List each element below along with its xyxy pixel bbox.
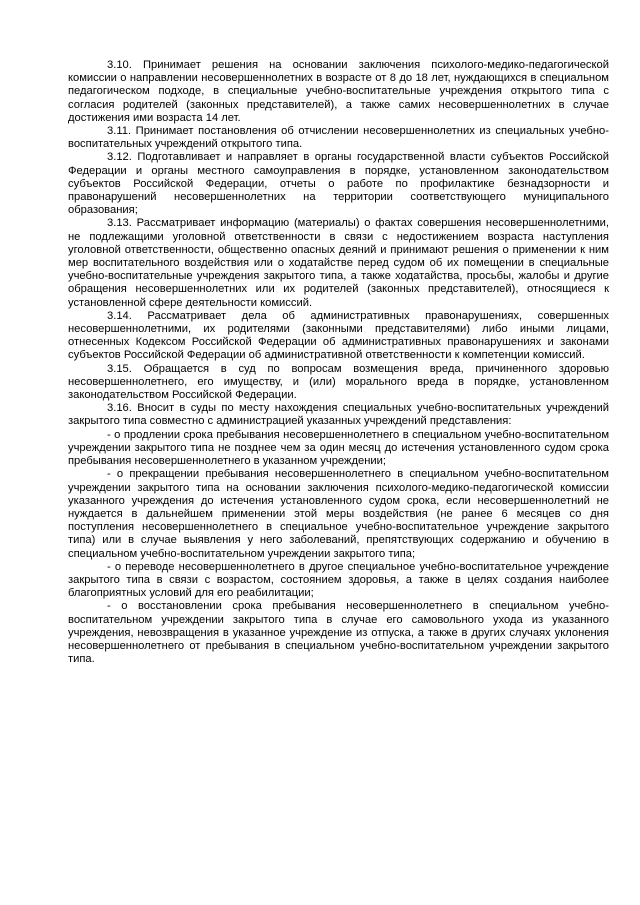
list-item-transfer bbox=[68, 561, 609, 601]
list-item-text: переводе несовершеннолетнего в другое специальное учебно-воспитательное учреждение закрытого типа в связи с возрастом, состоянием здоровья, а также в целях создания наиболее благоприятных условий для его реабилитации; bbox=[68, 560, 609, 600]
list-item-text: продлении срока пребывания несовершеннолетнего в специальном учебно-воспитательном учреждении закрытого типа не позднее чем за один месяц до истечения установленного судом срока пребывания несовершеннолетнего в указанном учреждении; bbox=[68, 428, 610, 468]
list-bullet: - о bbox=[107, 560, 122, 573]
list-bullet: - о bbox=[107, 468, 124, 481]
paragraph-number: 3.10. bbox=[107, 59, 132, 71]
list-bullet: - о bbox=[107, 428, 121, 441]
list-bullet: - о bbox=[107, 600, 128, 613]
paragraph-text: Вносит в суды по месту нахождения специальных учебно-воспитательных учреждений закрытого типа совместно с администрацией указанных учреждений представления: bbox=[68, 402, 609, 428]
paragraph-3-10 bbox=[68, 59, 609, 125]
paragraph-number: 3.13. bbox=[107, 217, 132, 230]
paragraph-3-14 bbox=[68, 310, 609, 363]
list-item-text: восстановлении срока пребывания несовершеннолетнего в специальном учебно-воспитательном учреждении закрытого типа в случае его самовольного ухода из указанного учреждения, невозвращения в указанное учреждение из отпуска, а также в других случаях уклонения несовершеннолетнего от пребывания в специальном учебно-воспитательном учреждении закрытого типа. bbox=[68, 600, 609, 666]
document-page bbox=[68, 59, 609, 666]
paragraph-3-11 bbox=[68, 125, 609, 151]
paragraph-text: Обращается в суд по вопросам возмещения вреда, причиненного здоровью несовершеннолетнего, его имуществу, и (или) морального вреда в порядке, установленном законодательством Российской Федерации. bbox=[68, 362, 610, 402]
paragraph-number: 3.12. bbox=[107, 151, 132, 164]
list-item-text: прекращении пребывания несовершеннолетнего в специальном учебно-воспитательном учреждении закрытого типа на основании заключения психолого-медико-педагогической комиссии указанного учреждения до истечения установленного судом срока, если несовершеннолетний не нуждается в дальнейшем применении этой меры воздействия (не ранее 6 месяцев со дня поступления несовершеннолетнего в специальное учебно-воспитательное учреждение закрытого типа) или в случае выявления у него заболеваний, препятствующих содержанию и обучению в специальном учебно-воспитательном учреждении закрытого типа; bbox=[68, 468, 610, 560]
paragraph-3-15 bbox=[68, 363, 609, 403]
paragraph-text: Подготавливает и направляет в органы государственной власти субъектов Российской Федерации и органы местного самоуправления в порядке, установленном законодательством субъектов Российской Федерации, отчеты о работе по профилактике безнадзорности и правонарушений несовершеннолетних на территории соответствующего муниципального образования; bbox=[68, 151, 609, 217]
paragraph-3-12 bbox=[68, 151, 609, 217]
paragraph-number: 3.16. bbox=[107, 402, 132, 415]
paragraph-3-16 bbox=[68, 402, 609, 428]
paragraph-number: 3.14. bbox=[107, 309, 132, 322]
paragraph-text: Рассматривает дела об административных правонарушениях, совершенных несовершеннолетними, их родителями (законными представителями) либо иными лицами, отнесенных Кодексом Российской Федерации об административных правонарушениях и законами субъектов Российской Федерации об административной ответственности к компетенции комиссий. bbox=[68, 309, 609, 362]
paragraph-number: 3.11. bbox=[107, 125, 132, 138]
list-item-restoration bbox=[68, 600, 609, 666]
paragraph-text: Принимает решения на основании заключения психолого-медико-педагогической комиссии о направлении несовершеннолетних в возрасте от 8 до 18 лет, нуждающихся в специальном педагогическом подходе, в специальные учебно-воспитательные учреждения открытого типа с согласия родителей (законных представителей), а также самих несовершеннолетних в случае достижения ими возраста 14 лет. bbox=[68, 59, 609, 124]
paragraph-number: 3.15. bbox=[107, 362, 132, 375]
paragraph-text: Рассматривает информацию (материалы) о фактах совершения несовершеннолетними, не подлежащими уголовной ответственности в связи с недостижением возраста наступления уголовной ответственности, общественно опасных деяний и принимают решения о применении к ним мер воспитательного воздействия или о ходатайстве перед судом об их помещении в специальные учебно-воспитательные учреждения закрытого типа, а также ходатайства, просьбы, жалобы и другие обращения несовершеннолетних или их родителей (законных представителей), относящиеся к установленной сфере деятельности комиссий. bbox=[68, 217, 609, 309]
paragraph-text: Принимает постановления об отчислении несовершеннолетних из специальных учебно-воспитательных учреждений открытого типа. bbox=[68, 125, 609, 151]
list-item-extension bbox=[68, 429, 609, 469]
paragraph-3-13 bbox=[68, 217, 609, 309]
list-item-termination bbox=[68, 468, 609, 560]
